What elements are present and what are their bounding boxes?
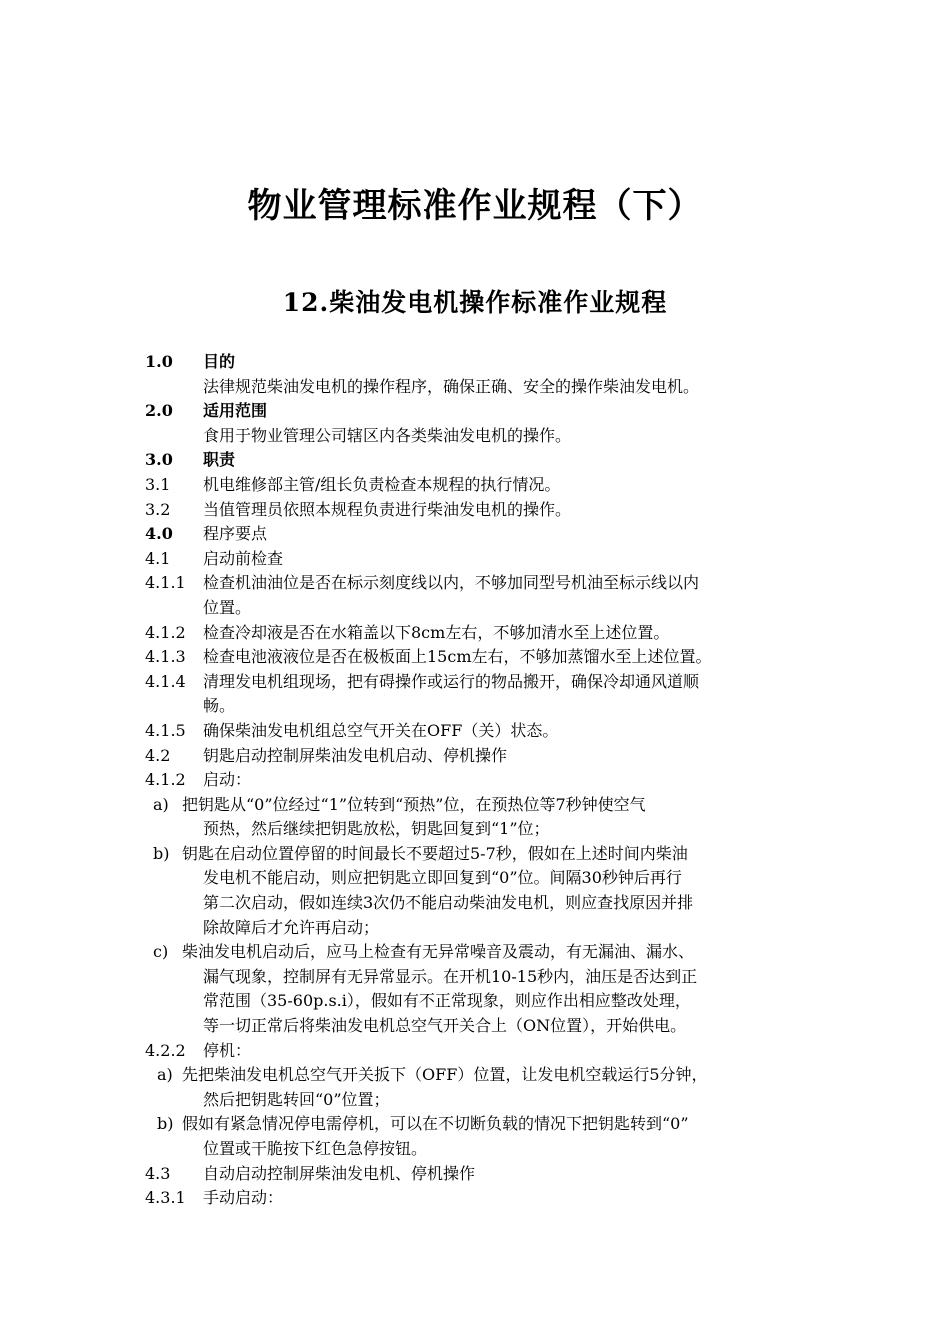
list-item: 4.1.1 检查机油油位是否在标示刻度线以内，不够加同型号机油至标示线以内	[145, 573, 700, 593]
list-item-continuation: 畅。	[203, 696, 236, 716]
list-item: 3.2 当值管理员依照本规程负责进行柴油发电机的操作。	[145, 499, 572, 519]
list-item: 4.3 自动启动控制屏柴油发电机、停机操作	[145, 1163, 476, 1183]
list-item: 4.3.1 手动启动：	[145, 1188, 284, 1208]
list-item: 4.2.2 停机：	[145, 1040, 252, 1060]
sub-item-continuation: 发电机不能启动，则应把钥匙立即回复到“0”位。间隔30秒钟后再行	[203, 868, 682, 888]
sub-item: a) 把钥匙从“0”位经过“1”位转到“预热”位，在预热位等7秒钟使空气	[153, 794, 646, 814]
sub-item: b) 钥匙在启动位置停留的时间最长不要超过5-7秒，假如在上述时间内柴油	[153, 843, 688, 863]
list-item: 4.1.4 清理发电机组现场，把有碍操作或运行的物品搬开，确保冷却通风道顺	[145, 671, 700, 691]
sub-item: a) 先把柴油发电机总空气开关扳下（OFF）位置，让发电机空载运行5分钟，	[157, 1065, 708, 1085]
list-item: 4.2 钥匙启动控制屏柴油发电机启动、停机操作	[145, 745, 508, 765]
sub-item-continuation: 除故障后才允许再启动；	[203, 917, 380, 937]
list-item: 4.1 启动前检查	[145, 548, 284, 568]
list-item-continuation: 位置。	[203, 597, 252, 617]
sub-item-continuation: 漏气现象，控制屏有无异常显示。在开机10-15秒内，油压是否达到正	[203, 966, 698, 986]
list-item: 4.1.3 检查电池液液位是否在极板面上15cm左右，不够加蒸馏水至上述位置。	[145, 647, 712, 667]
document-body	[145, 350, 815, 1211]
sub-item-continuation: 常范围（35-60p.s.i），假如有不正常现象，则应作出相应整改处理，	[203, 991, 691, 1011]
heading-3: 3.0 职责	[145, 450, 236, 470]
sub-item-continuation: 位置或干脆按下红色急停按钮。	[203, 1139, 428, 1158]
sub-item: b) 假如有紧急情况停电需停机，可以在不切断负载的情况下把钥匙转到“0”	[157, 1114, 689, 1134]
list-item: 4.1.2 启动：	[145, 770, 252, 790]
heading-1: 1.0 目的	[145, 352, 236, 371]
paragraph: 法律规范柴油发电机的操作程序，确保正确、安全的操作柴油发电机。	[203, 376, 700, 396]
heading-4: 4.0 程序要点	[145, 524, 268, 544]
sub-item: c) 柴油发电机启动后，应马上检查有无异常噪音及震动，有无漏油、漏水、	[153, 942, 695, 962]
list-item: 4.1.2 检查冷却液是否在水箱盖以下8cm左右，不够加清水至上述位置。	[145, 622, 670, 642]
sub-item-continuation: 等一切正常后将柴油发电机总空气开关合上（ON位置），开始供电。	[203, 1016, 687, 1036]
heading-2: 2.0 适用范围	[145, 401, 268, 421]
list-item: 3.1 机电维修部主管/组长负责检查本规程的执行情况。	[145, 474, 561, 494]
sub-item-continuation: 第二次启动，假如连续3次仍不能启动柴油发电机，则应查找原因并排	[203, 893, 694, 913]
section-title: 12.柴油发电机操作标准作业规程	[282, 288, 668, 317]
paragraph: 食用于物业管理公司辖区内各类柴油发电机的操作。	[203, 425, 572, 445]
sub-item-continuation: 预热，然后继续把钥匙放松，钥匙回复到“1”位；	[203, 819, 550, 839]
document-title: 物业管理标准作业规程（下）	[247, 186, 703, 226]
list-item: 4.1.5 确保柴油发电机组总空气开关在OFF（关）状态。	[145, 720, 559, 740]
sub-item-continuation: 然后把钥匙转回“0”位置；	[203, 1089, 390, 1109]
